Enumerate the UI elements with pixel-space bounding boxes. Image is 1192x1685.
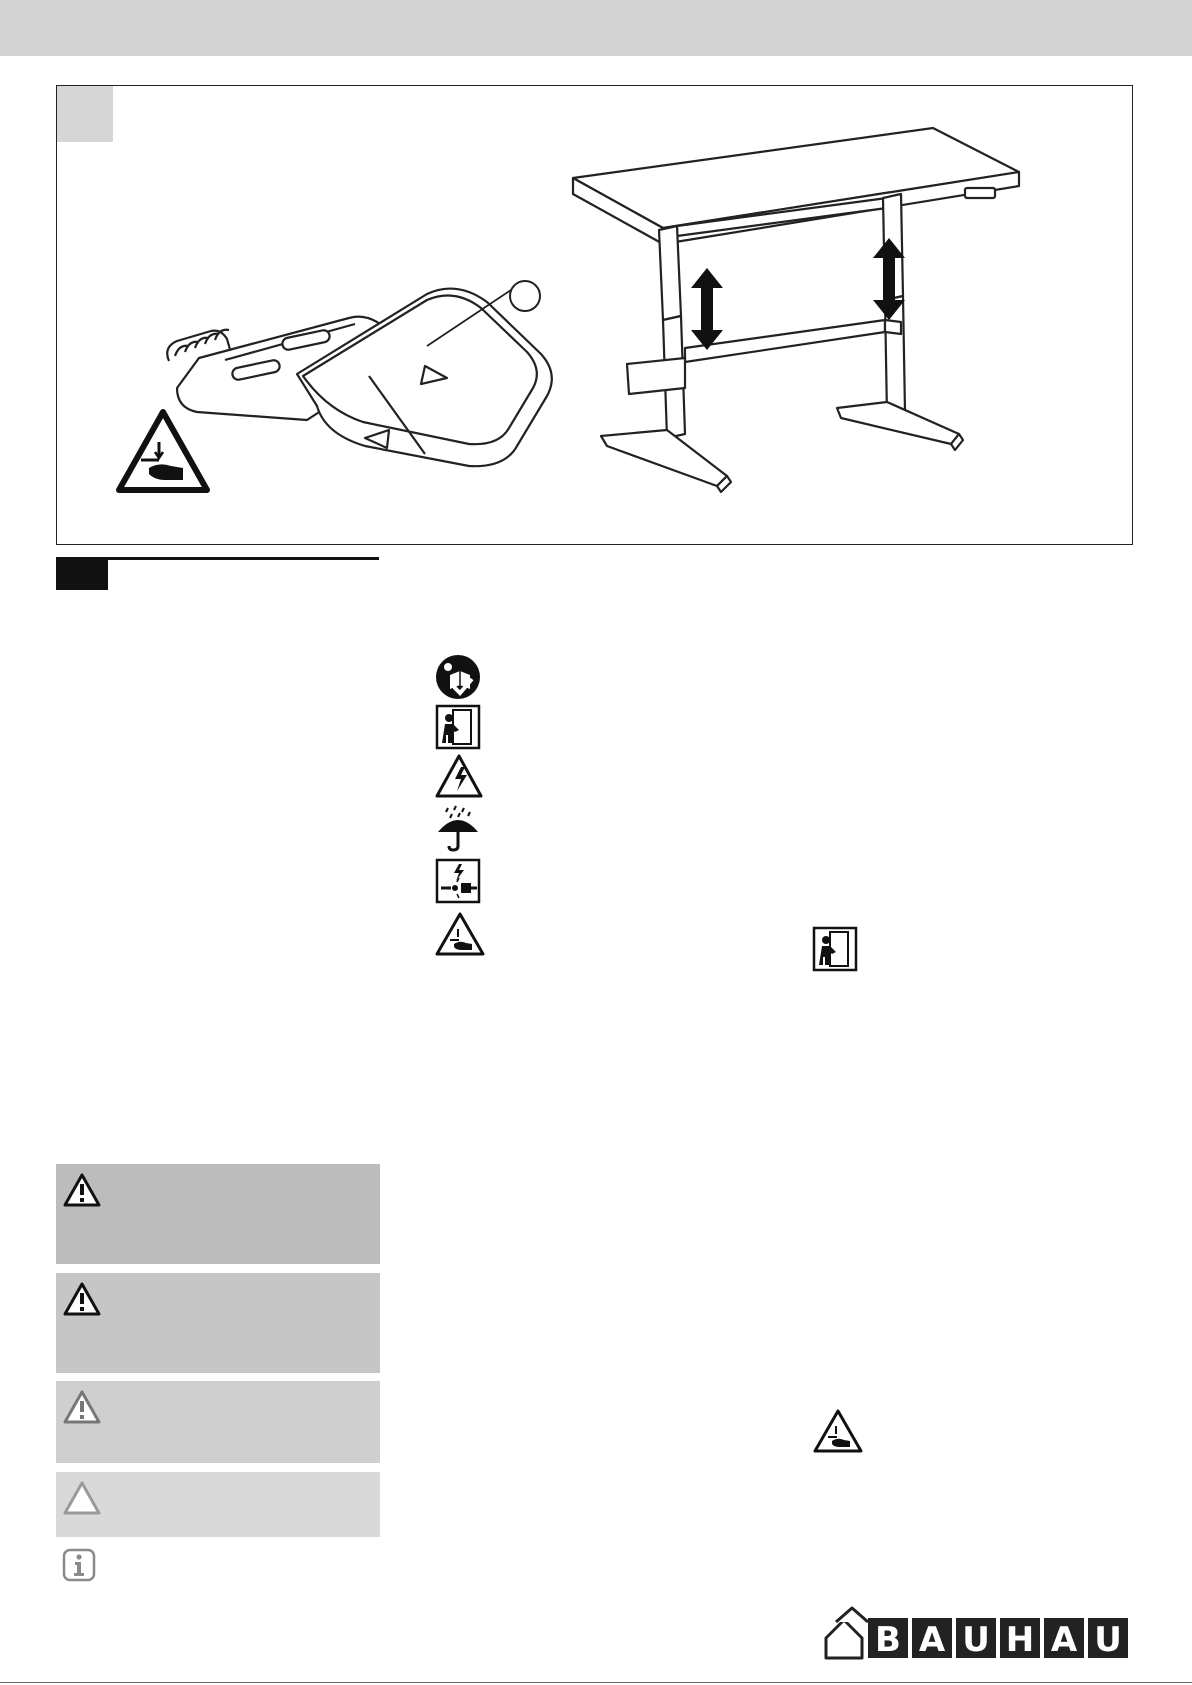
crush-hazard-warning-icon <box>115 408 211 494</box>
height-adjust-arrow-icon <box>869 236 909 322</box>
logo-letter-a: A <box>918 1620 946 1660</box>
unplug-mains-icon <box>435 858 481 904</box>
electric-hazard-icon <box>434 753 484 799</box>
logo-letter-b: B <box>875 1620 901 1660</box>
warning-triangle-icon <box>62 1480 102 1516</box>
warning-triangle-icon <box>62 1281 102 1317</box>
caution-box <box>56 1381 380 1463</box>
logo-letter-u: U <box>962 1620 990 1660</box>
bauhaus-logo <box>822 1604 1134 1660</box>
logo-letter-s: U <box>1094 1620 1122 1660</box>
header-band <box>0 0 1192 56</box>
crush-hazard-icon <box>434 911 486 957</box>
crush-hazard-icon <box>812 1408 864 1454</box>
footer-rule <box>0 1682 1192 1683</box>
warning-box <box>56 1273 380 1373</box>
figure-number-box <box>57 86 113 142</box>
warning-triangle-icon <box>62 1172 102 1208</box>
keep-dry-icon <box>434 804 482 852</box>
info-icon <box>62 1548 96 1582</box>
read-manual-icon <box>434 653 482 701</box>
notice-box <box>56 1472 380 1537</box>
danger-box <box>56 1164 380 1264</box>
height-adjust-arrow-icon <box>687 266 727 352</box>
child-safety-icon <box>435 704 481 750</box>
height-adjustable-desk-illustration <box>567 126 1097 526</box>
logo-letter-a2: A <box>1050 1620 1078 1660</box>
section-number-tab <box>56 560 108 590</box>
warning-triangle-icon <box>62 1389 102 1425</box>
logo-letter-h: H <box>1005 1620 1035 1660</box>
child-safety-icon <box>812 926 858 972</box>
product-figure <box>56 85 1133 545</box>
